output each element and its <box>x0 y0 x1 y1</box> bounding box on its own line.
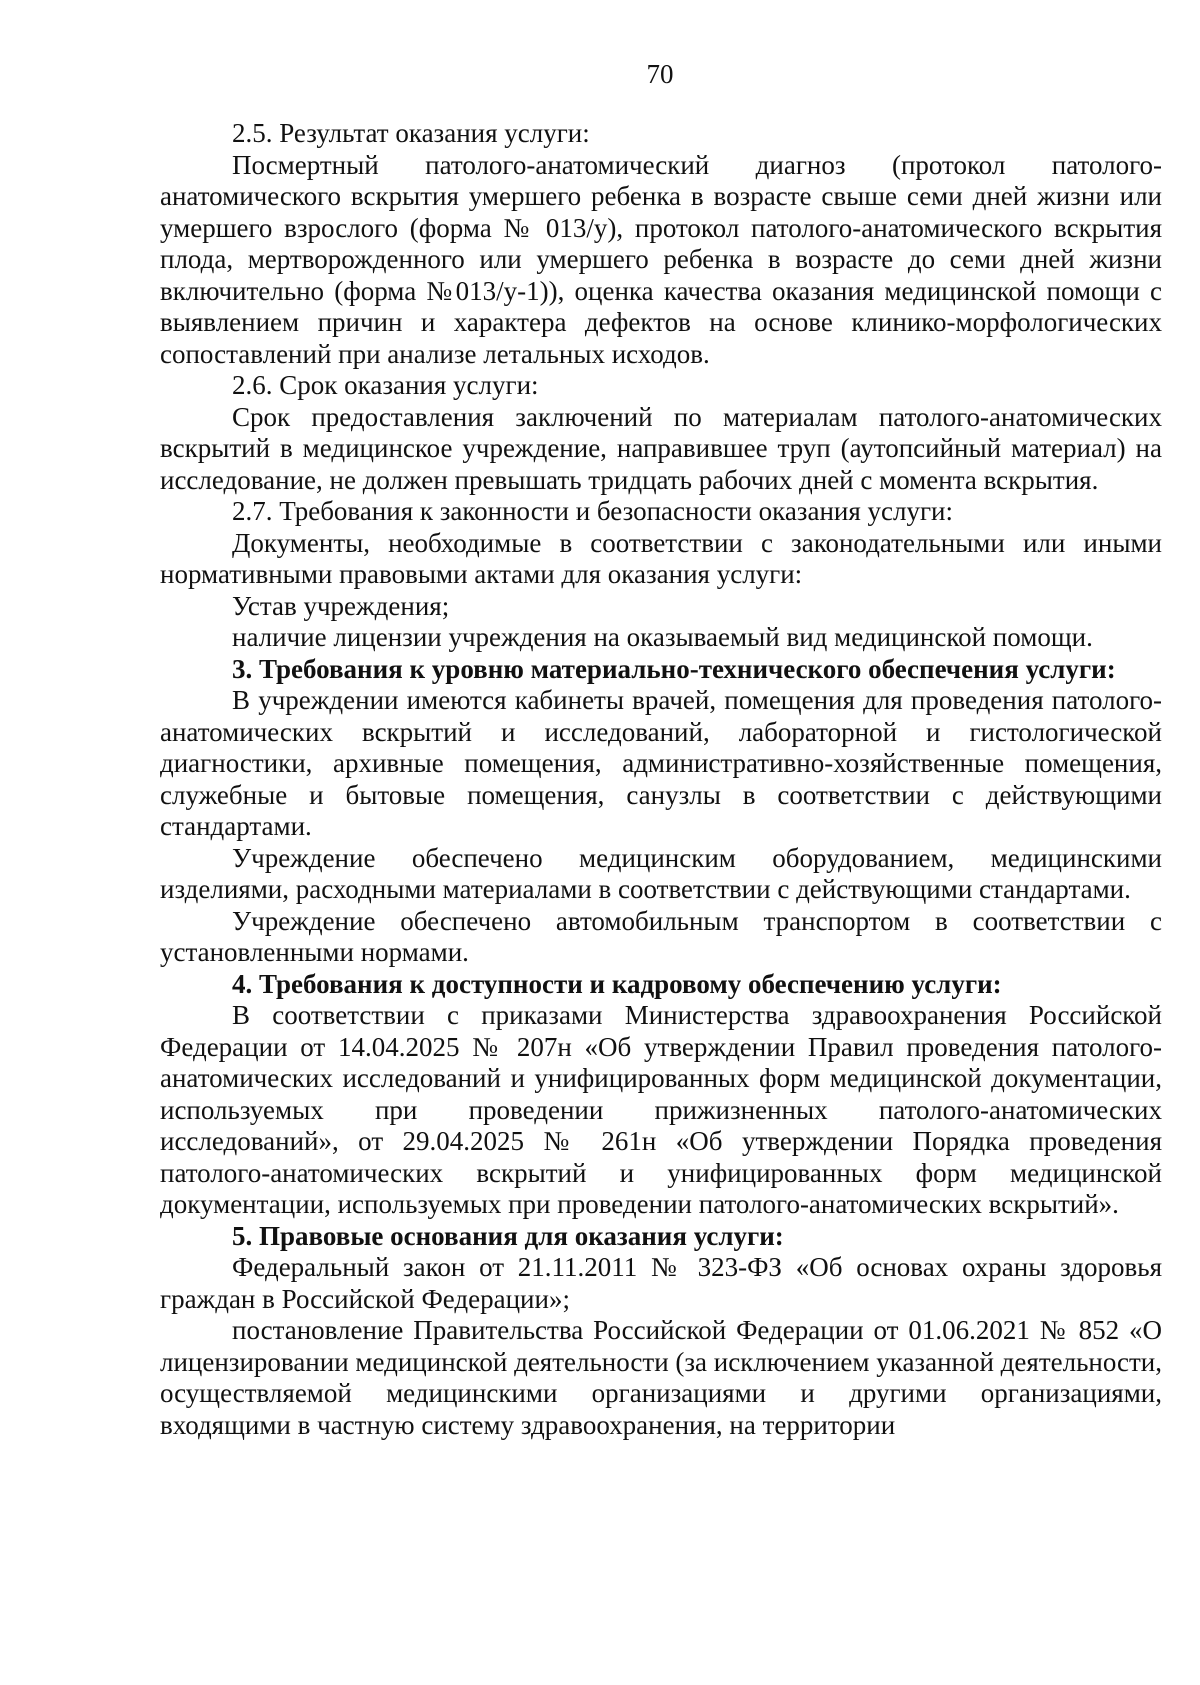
section-3-transport: Учреждение обеспечено автомобильным транспортом в соответствии с установленными нормами. <box>160 905 1162 967</box>
page-number: 70 <box>646 59 674 89</box>
section-3-premises: В учреждении имеются кабинеты врачей, помещения для проведения патолого-анатомических вскрытий и исследований, лабораторной и гистологической диагностики, архивные помещения, административно-хозяйственные помещения, служебные и бытовые помещения, санузлы в соответствии с действующими стандартами. <box>160 685 1162 841</box>
paragraph-2-7-heading: 2.7. Требования к законности и безопасности оказания услуги: <box>232 496 954 526</box>
section-3-heading: 3. Требования к уровню материально-технического обеспечения услуги: <box>232 653 1116 684</box>
paragraph-2-6-body: Срок предоставления заключений по материалам патолого-анатомических вскрытий в медицинское учреждение, направившее труп (аутопсийный материал) на исследование, не должен превышать тридцать рабочих дней с момента вскрытия. <box>160 401 1162 495</box>
paragraph-2-5-body: Посмертный патолого-анатомический диагноз (протокол патолого-анатомического вскрытия умершего ребенка в возрасте свыше семи дней жизни или умершего взрослого (форма № 013/у), протокол патолого-анатомического вскрытия плода, мертворожденного или умершего ребенка в возрасте до семи дней жизни включительно (форма №013/у-1)), оценка качества оказания медицинской помощи с выявлением причин и характера дефектов на основе клинико-морфологических сопоставлений при анализе летальных исходов. <box>160 149 1162 369</box>
section-3-equipment: Учреждение обеспечено медицинским оборудованием, медицинскими изделиями, расходными материалами в соответствии с действующими стандартами. <box>160 842 1162 904</box>
section-5-heading: 5. Правовые основания для оказания услуги: <box>232 1220 784 1251</box>
section-5-federal-law: Федеральный закон от 21.11.2011 № 323-ФЗ «Об основах охраны здоровья граждан в Российской Федерации»; <box>160 1252 1162 1314</box>
paragraph-2-6-heading: 2.6. Срок оказания услуги: <box>232 370 539 400</box>
paragraph-license: наличие лицензии учреждения на оказываемый вид медицинской помощи. <box>232 622 1093 652</box>
paragraph-2-7-body: Документы, необходимые в соответствии с законодательными или иными нормативными правовыми актами для оказания услуги: <box>160 527 1162 589</box>
paragraph-2-5-heading: 2.5. Результат оказания услуги: <box>232 118 590 148</box>
section-5-government-decree: постановление Правительства Российской Федерации от 01.06.2021 № 852 «О лицензировании медицинской деятельности (за исключением указанной деятельности, осуществляемой медицинскими организациями и другими организациями, входящими в частную систему здравоохранения, на территории <box>160 1315 1162 1440</box>
section-4-body: В соответствии с приказами Министерства здравоохранения Российской Федерации от 14.04.2025 № 207н «Об утверждении Правил проведения патолого-анатомических исследований и унифицированных форм медицинской документации, используемых при проведении прижизненных патолого-анатомических исследований», от 29.04.2025 № 261н «Об утверждении Порядка проведения патолого-анатомических вскрытий и унифицированных форм медицинской документации, используемых при проведении патолого-анатомических вскрытий». <box>160 1000 1162 1219</box>
paragraph-charter: Устав учреждения; <box>232 590 450 621</box>
section-4-heading: 4. Требования к доступности и кадровому обеспечению услуги: <box>232 968 1002 999</box>
document-body <box>160 118 1162 1441</box>
